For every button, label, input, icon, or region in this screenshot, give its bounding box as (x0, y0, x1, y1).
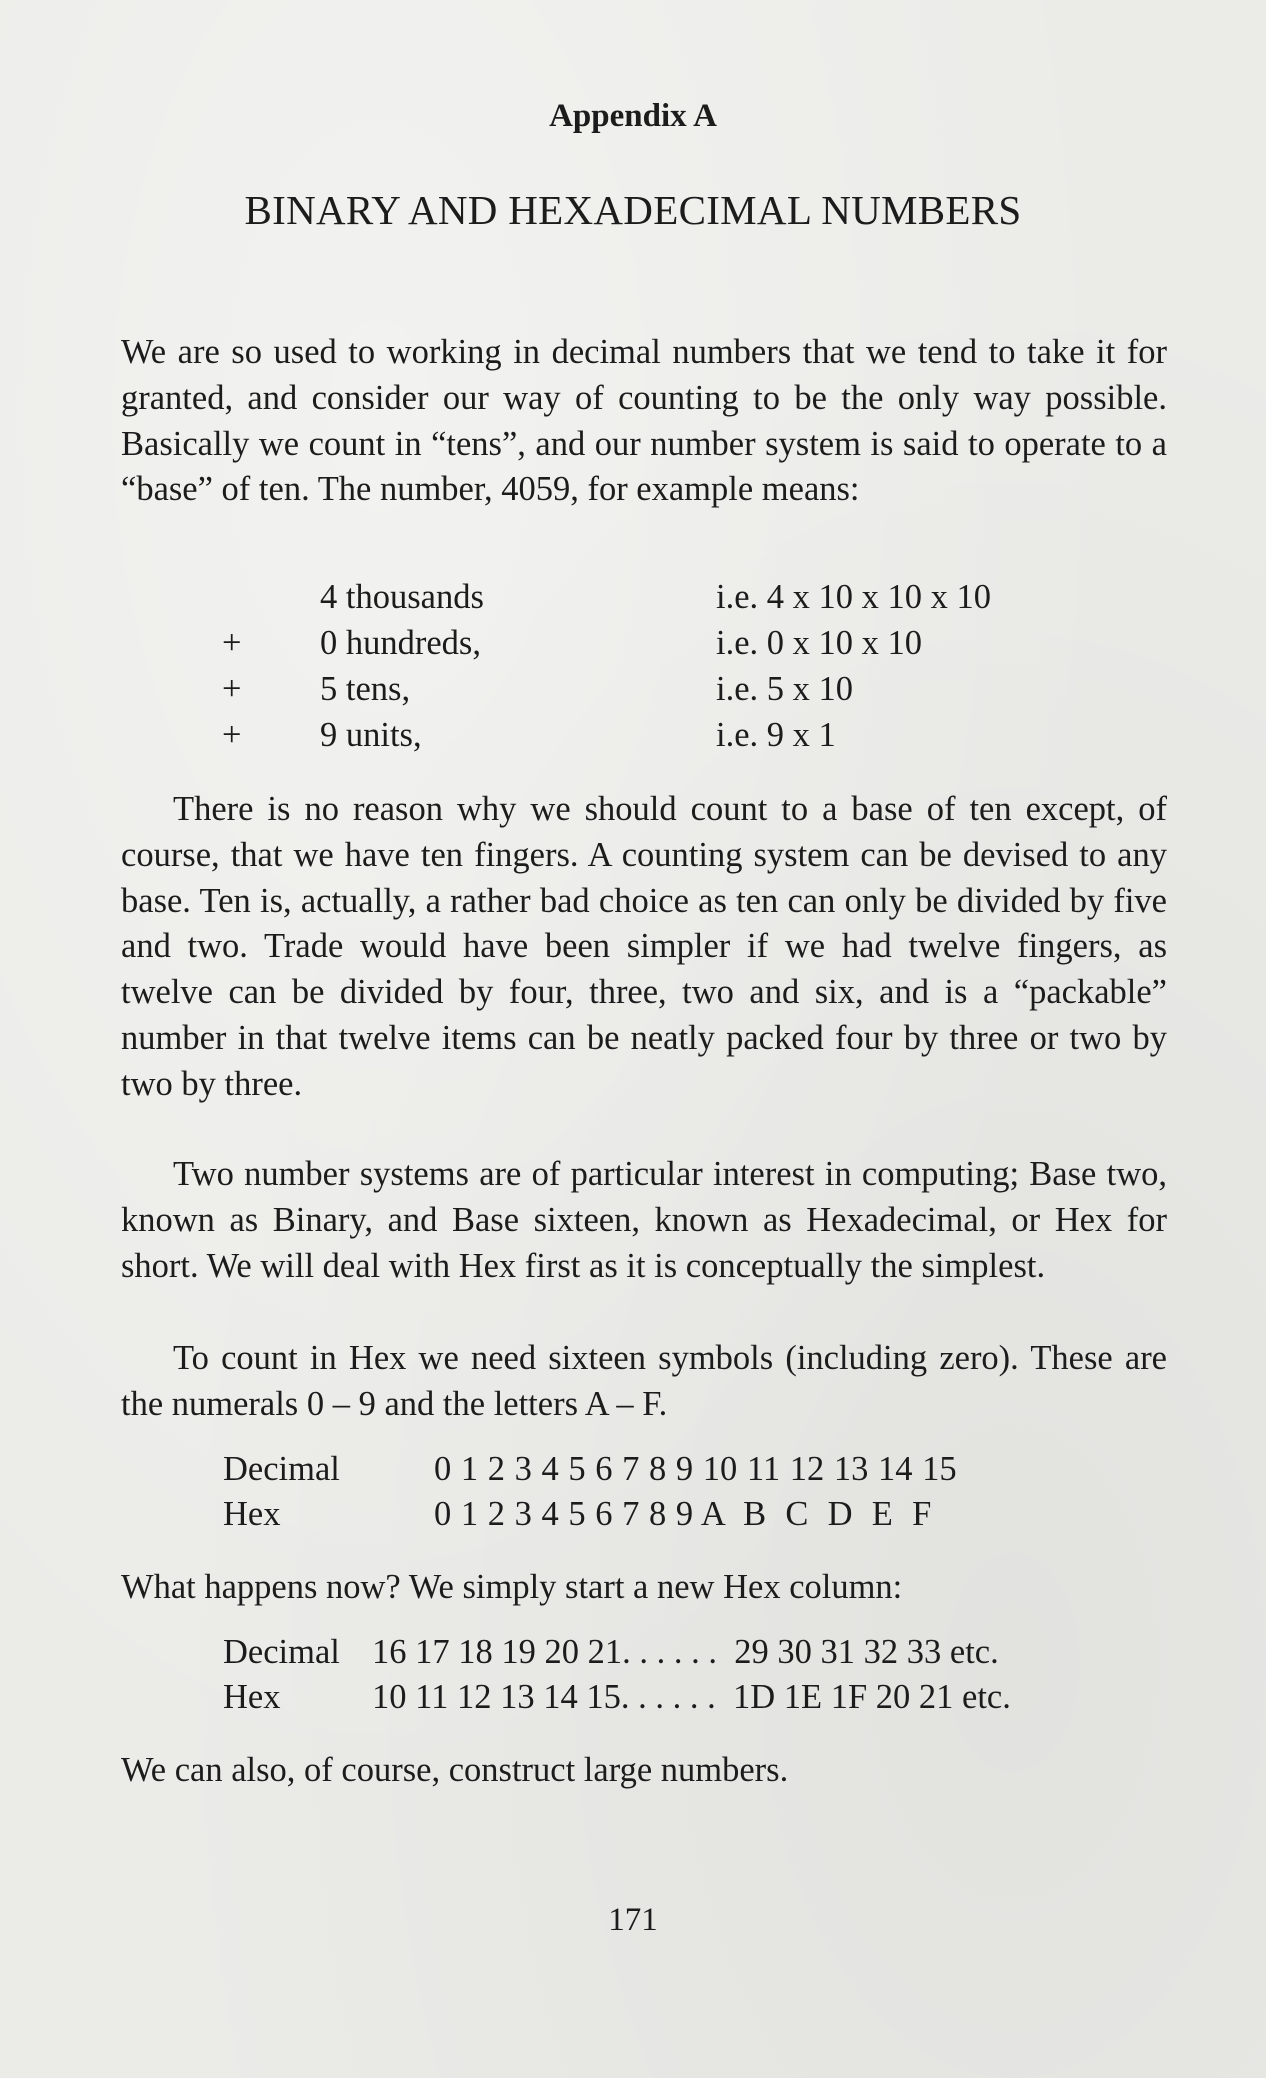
breakdown-sign-4: + (222, 716, 242, 754)
table2-hex-label: Hex (223, 1678, 281, 1716)
paragraph-base-ten: There is no reason why we should count to a base of ten except, of course, that we have ten fingers. A counting system can be devised to any base. Ten is, actually, a rather bad choice as ten can only be divided by five and two. Trade would have been simpler if we had twelve fingers, as twelve can be divided by four, three, two and six, and is a “packable” number in that twelve items can be neatly packed four by three or two by two by three. (121, 790, 1167, 1103)
breakdown-expr-3: i.e. 5 x 10 (716, 670, 854, 708)
table2-decimal-label: Decimal (223, 1633, 340, 1671)
breakdown-term-3: 5 tens, (320, 670, 411, 708)
table1-hex-label: Hex (223, 1495, 281, 1533)
table1-hex-values: 0 1 2 3 4 5 6 7 8 9 A B C D E F (434, 1495, 932, 1533)
breakdown-term-2: 0 hundreds, (320, 624, 481, 662)
paragraph-hex-symbols: To count in Hex we need sixteen symbols (including zero). These are the numerals 0 – 9 and the letters A – F. (121, 1339, 1167, 1423)
appendix-label: Appendix A (549, 98, 717, 134)
breakdown-expr-2: i.e. 0 x 10 x 10 (716, 624, 923, 662)
intro-paragraph: We are so used to working in decimal numbers that we tend to take it for granted, and consider our way of counting to be the only way possible. Basically we count in “tens”, and our number system is said to operate to a “base” of ten. The number, 4059, for example means: (121, 333, 1167, 509)
paragraph-large-numbers: We can also, of course, construct large numbers. (121, 1751, 789, 1789)
table2-hex-values: 10 11 12 13 14 15. . . . . . 1D 1E 1F 20 21 etc. (372, 1678, 1011, 1716)
chapter-title: BINARY AND HEXADECIMAL NUMBERS (244, 187, 1022, 233)
table1-decimal-values: 0 1 2 3 4 5 6 7 8 9 10 11 12 13 14 15 (434, 1450, 957, 1488)
paragraph-new-column: What happens now? We simply start a new Hex column: (121, 1568, 903, 1606)
breakdown-expr-4: i.e. 9 x 1 (716, 716, 836, 754)
table2-decimal-values: 16 17 18 19 20 21. . . . . . 29 30 31 32 33 etc. (372, 1633, 999, 1671)
table1-decimal-label: Decimal (223, 1450, 340, 1488)
page-number: 171 (608, 1902, 658, 1938)
breakdown-sign-2: + (222, 624, 242, 662)
breakdown-expr-1: i.e. 4 x 10 x 10 x 10 (716, 578, 992, 616)
paragraph-number-systems: Two number systems are of particular interest in computing; Base two, known as Binary, and Base sixteen, known as Hexadecimal, or Hex for short. We will deal with Hex first as it is conceptually the simplest. (121, 1155, 1167, 1285)
breakdown-term-4: 9 units, (320, 716, 422, 754)
breakdown-sign-3: + (222, 670, 242, 708)
breakdown-term-1: 4 thousands (320, 578, 484, 616)
